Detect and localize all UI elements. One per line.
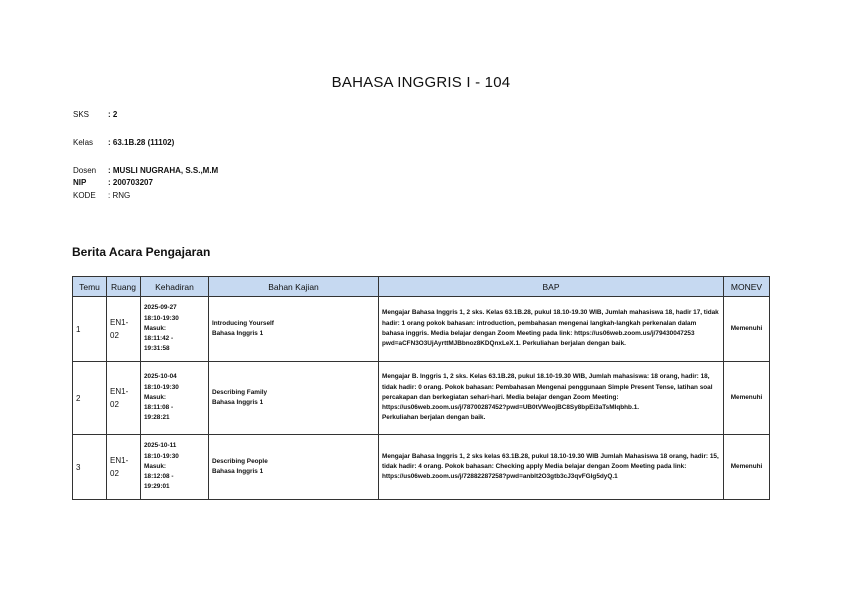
dosen-value: : MUSLI NUGRAHA, S.S.,M.M xyxy=(108,166,219,175)
kode-value: : RNG xyxy=(108,191,131,200)
dosen-line xyxy=(73,166,218,176)
header-monev: MONEV xyxy=(724,277,770,297)
cell-ruang: EN1- 02 xyxy=(107,435,141,500)
header-ruang: Ruang xyxy=(107,277,141,297)
cell-temu: 2 xyxy=(73,362,107,435)
cell-monev: Memenuhi xyxy=(724,362,770,435)
kelas-line xyxy=(73,138,174,148)
cell-bahan-kajian: Introducing Yourself Bahasa Inggris 1 xyxy=(209,297,379,362)
cell-temu: 3 xyxy=(73,435,107,500)
nip-line xyxy=(73,178,153,188)
cell-ruang: EN1- 02 xyxy=(107,297,141,362)
table-header-row xyxy=(73,277,770,297)
header-kehadiran: Kehadiran xyxy=(141,277,209,297)
cell-bap: Mengajar Bahasa Inggris 1, 2 sks kelas 63.1B.28, pukul 18.10-19.30 WIB Jumlah Mahasiswa 18 orang, hadir: 15, tidak hadir: 4 orang. Pokok bahasan: Checking apply Media belajar dengan Zoom Meeting pada link: https://us06web.zoom.us/j/72882287258?pwd=anbIt2O3gtb3cJ3qvFGlg5dyQ.1 xyxy=(379,435,724,500)
cell-bap: Mengajar B. Inggris 1, 2 sks. Kelas 63.1B.28, pukul 18.10-19.30 WIB, Jumlah mahasiswa: 18 orang, hadir: 18, tidak hadir: 0 orang. Pokok bahasan: Pembahasan Mengenai penggunaan Simple Present Tense, latihan soal percakapan dan berkegiatan sehari-hari. Media belajar dengan Zoom Meeting: https://us06web.zoom.us/j/78700287452?pwd=UB0tVWeojBC8Sy8bpEi3aTsMIqbhb.1. Perkuliahan berjalan dengan baik. xyxy=(379,362,724,435)
cell-kehadiran: 2025-10-11 18:10-19:30 Masuk: 18:12:08 - 19:29:01 xyxy=(141,435,209,500)
kode-label: KODE xyxy=(73,191,96,200)
cell-kehadiran: 2025-09-27 18:10-19:30 Masuk: 18:11:42 - 19:31:58 xyxy=(141,297,209,362)
sks-line xyxy=(73,110,117,120)
cell-bahan-kajian: Describing Family Bahasa Inggris 1 xyxy=(209,362,379,435)
cell-bahan-kajian: Describing People Bahasa Inggris 1 xyxy=(209,435,379,500)
document-title: BAHASA INGGRIS I - 104 xyxy=(331,74,511,91)
kelas-label: Kelas xyxy=(73,138,94,147)
cell-temu: 1 xyxy=(73,297,107,362)
header-temu: Temu xyxy=(73,277,107,297)
bap-table xyxy=(72,276,770,500)
nip-label: NIP xyxy=(73,178,87,187)
table-row xyxy=(73,297,770,362)
header-bap: BAP xyxy=(379,277,724,297)
header-bahan-kajian: Bahan Kajian xyxy=(209,277,379,297)
cell-bap: Mengajar Bahasa Inggris 1, 2 sks. Kelas 63.1B.28, pukul 18.10-19.30 WIB, Jumlah mahasiswa 18, hadir 17, tidak hadir: 1 orang pokok bahasan: introduction, pembahasan mengenai langkah-langkah perkenalan dalam bahasa inggris. Media belajar dengan Zoom Meeting pada link: https://us06web.zoom.us/j/79430047253 pwd=aCFN3O3UjAyrttMJBbnoz8KDQnxLeX.1. Perkuliahan berjalan dengan baik. xyxy=(379,297,724,362)
kode-line xyxy=(73,191,130,201)
section-title: Berita Acara Pengajaran xyxy=(72,245,211,259)
kelas-value: : 63.1B.28 (11102) xyxy=(108,138,175,147)
table-row xyxy=(73,362,770,435)
sks-label: SKS xyxy=(73,110,90,119)
dosen-label: Dosen xyxy=(73,166,97,175)
sks-value: : 2 xyxy=(108,110,118,119)
nip-value: : 200703207 xyxy=(108,178,153,187)
cell-ruang: EN1- 02 xyxy=(107,362,141,435)
cell-kehadiran: 2025-10-04 18:10-19:30 Masuk: 18:11:08 - 19:28:21 xyxy=(141,362,209,435)
cell-monev: Memenuhi xyxy=(724,297,770,362)
table-row xyxy=(73,435,770,500)
cell-monev: Memenuhi xyxy=(724,435,770,500)
